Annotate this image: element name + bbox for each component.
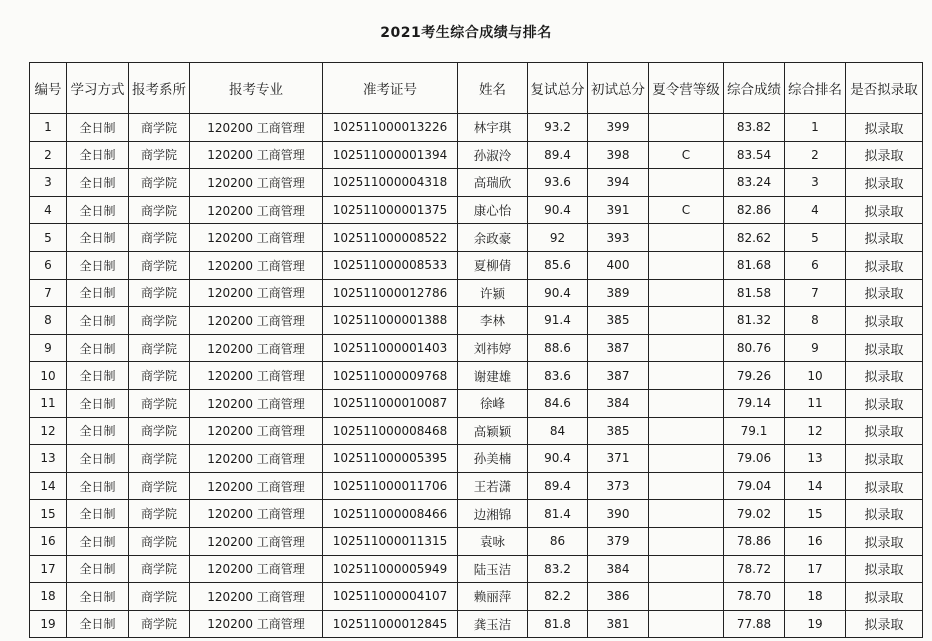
table-row <box>30 279 923 307</box>
number-cell: 10 <box>30 362 67 390</box>
name-cell: 许颍 <box>458 279 528 307</box>
rank-cell: 3 <box>785 169 846 197</box>
col-major-header: 报考专业 <box>190 63 323 114</box>
retest-score-cell: 90.4 <box>528 445 588 473</box>
table-row <box>30 500 923 528</box>
retest-score-cell: 83.6 <box>528 362 588 390</box>
admission-status-cell: 拟录取 <box>846 251 923 279</box>
col-rank-header: 综合排名 <box>785 63 846 114</box>
admission-status-cell: 拟录取 <box>846 334 923 362</box>
retest-score-cell: 90.4 <box>528 279 588 307</box>
table-row <box>30 169 923 197</box>
rank-cell: 19 <box>785 610 846 638</box>
camp-grade-cell: C <box>649 141 724 169</box>
col-admission-status-header: 是否拟录取 <box>846 63 923 114</box>
retest-score-cell: 81.4 <box>528 500 588 528</box>
exam-id-cell: 102511000013226 <box>323 114 458 142</box>
camp-grade-cell <box>649 251 724 279</box>
study-mode-cell: 全日制 <box>67 224 129 252</box>
department-cell: 商学院 <box>129 169 190 197</box>
admission-status-cell: 拟录取 <box>846 141 923 169</box>
camp-grade-cell <box>649 224 724 252</box>
exam-id-cell: 102511000012786 <box>323 279 458 307</box>
table-row <box>30 114 923 142</box>
camp-grade-cell <box>649 527 724 555</box>
exam-id-cell: 102511000008533 <box>323 251 458 279</box>
name-cell: 康心怡 <box>458 196 528 224</box>
rank-cell: 10 <box>785 362 846 390</box>
admission-status-cell: 拟录取 <box>846 169 923 197</box>
number-cell: 5 <box>30 224 67 252</box>
admission-status-cell: 拟录取 <box>846 279 923 307</box>
number-cell: 9 <box>30 334 67 362</box>
camp-grade-cell <box>649 362 724 390</box>
major-cell: 120200 工商管理 <box>190 527 323 555</box>
composite-score-cell: 82.62 <box>724 224 785 252</box>
table-header <box>30 63 923 114</box>
department-cell: 商学院 <box>129 307 190 335</box>
prelim-score-cell: 371 <box>588 445 649 473</box>
study-mode-cell: 全日制 <box>67 527 129 555</box>
col-name-header: 姓名 <box>458 63 528 114</box>
table-row <box>30 307 923 335</box>
number-cell: 12 <box>30 417 67 445</box>
table-row <box>30 472 923 500</box>
camp-grade-cell <box>649 555 724 583</box>
department-cell: 商学院 <box>129 196 190 224</box>
exam-id-cell: 102511000009768 <box>323 362 458 390</box>
camp-grade-cell <box>649 114 724 142</box>
study-mode-cell: 全日制 <box>67 251 129 279</box>
retest-score-cell: 83.2 <box>528 555 588 583</box>
name-cell: 余政豪 <box>458 224 528 252</box>
camp-grade-cell <box>649 334 724 362</box>
name-cell: 边湘锦 <box>458 500 528 528</box>
department-cell: 商学院 <box>129 445 190 473</box>
major-cell: 120200 工商管理 <box>190 224 323 252</box>
camp-grade-cell <box>649 389 724 417</box>
camp-grade-cell <box>649 279 724 307</box>
retest-score-cell: 89.4 <box>528 472 588 500</box>
number-cell: 19 <box>30 610 67 638</box>
composite-score-cell: 79.26 <box>724 362 785 390</box>
prelim-score-cell: 385 <box>588 307 649 335</box>
name-cell: 袁咏 <box>458 527 528 555</box>
study-mode-cell: 全日制 <box>67 583 129 611</box>
name-cell: 孙美楠 <box>458 445 528 473</box>
major-cell: 120200 工商管理 <box>190 114 323 142</box>
prelim-score-cell: 394 <box>588 169 649 197</box>
table-row <box>30 555 923 583</box>
admission-status-cell: 拟录取 <box>846 114 923 142</box>
department-cell: 商学院 <box>129 251 190 279</box>
study-mode-cell: 全日制 <box>67 362 129 390</box>
major-cell: 120200 工商管理 <box>190 472 323 500</box>
composite-score-cell: 82.86 <box>724 196 785 224</box>
composite-score-cell: 83.82 <box>724 114 785 142</box>
department-cell: 商学院 <box>129 472 190 500</box>
col-prelim-score-header: 初试总分 <box>588 63 649 114</box>
retest-score-cell: 92 <box>528 224 588 252</box>
prelim-score-cell: 398 <box>588 141 649 169</box>
department-cell: 商学院 <box>129 527 190 555</box>
camp-grade-cell: C <box>649 196 724 224</box>
retest-score-cell: 82.2 <box>528 583 588 611</box>
admission-status-cell: 拟录取 <box>846 583 923 611</box>
admission-status-cell: 拟录取 <box>846 500 923 528</box>
prelim-score-cell: 387 <box>588 334 649 362</box>
table-row <box>30 362 923 390</box>
department-cell: 商学院 <box>129 389 190 417</box>
major-cell: 120200 工商管理 <box>190 196 323 224</box>
exam-id-cell: 102511000001394 <box>323 141 458 169</box>
rank-cell: 13 <box>785 445 846 473</box>
table-row <box>30 417 923 445</box>
retest-score-cell: 91.4 <box>528 307 588 335</box>
name-cell: 高瑞欣 <box>458 169 528 197</box>
composite-score-cell: 77.88 <box>724 610 785 638</box>
col-composite-score-header: 综合成绩 <box>724 63 785 114</box>
col-camp-grade-header: 夏令营等级 <box>649 63 724 114</box>
rank-cell: 6 <box>785 251 846 279</box>
admission-status-cell: 拟录取 <box>846 555 923 583</box>
admission-status-cell: 拟录取 <box>846 362 923 390</box>
name-cell: 孙淑泠 <box>458 141 528 169</box>
major-cell: 120200 工商管理 <box>190 583 323 611</box>
major-cell: 120200 工商管理 <box>190 141 323 169</box>
ranking-table <box>29 62 923 638</box>
rank-cell: 11 <box>785 389 846 417</box>
department-cell: 商学院 <box>129 224 190 252</box>
prelim-score-cell: 389 <box>588 279 649 307</box>
exam-id-cell: 102511000010087 <box>323 389 458 417</box>
retest-score-cell: 93.6 <box>528 169 588 197</box>
name-cell: 赖丽萍 <box>458 583 528 611</box>
major-cell: 120200 工商管理 <box>190 445 323 473</box>
name-cell: 龚玉洁 <box>458 610 528 638</box>
retest-score-cell: 84 <box>528 417 588 445</box>
department-cell: 商学院 <box>129 362 190 390</box>
retest-score-cell: 93.2 <box>528 114 588 142</box>
study-mode-cell: 全日制 <box>67 610 129 638</box>
exam-id-cell: 102511000012845 <box>323 610 458 638</box>
rank-cell: 2 <box>785 141 846 169</box>
composite-score-cell: 79.06 <box>724 445 785 473</box>
admission-status-cell: 拟录取 <box>846 417 923 445</box>
study-mode-cell: 全日制 <box>67 389 129 417</box>
col-number-header: 编号 <box>30 63 67 114</box>
number-cell: 6 <box>30 251 67 279</box>
exam-id-cell: 102511000008522 <box>323 224 458 252</box>
study-mode-cell: 全日制 <box>67 334 129 362</box>
prelim-score-cell: 385 <box>588 417 649 445</box>
department-cell: 商学院 <box>129 583 190 611</box>
study-mode-cell: 全日制 <box>67 114 129 142</box>
admission-status-cell: 拟录取 <box>846 389 923 417</box>
study-mode-cell: 全日制 <box>67 307 129 335</box>
camp-grade-cell <box>649 307 724 335</box>
department-cell: 商学院 <box>129 417 190 445</box>
number-cell: 14 <box>30 472 67 500</box>
major-cell: 120200 工商管理 <box>190 389 323 417</box>
exam-id-cell: 102511000011315 <box>323 527 458 555</box>
camp-grade-cell <box>649 610 724 638</box>
admission-status-cell: 拟录取 <box>846 307 923 335</box>
exam-id-cell: 102511000011706 <box>323 472 458 500</box>
number-cell: 15 <box>30 500 67 528</box>
study-mode-cell: 全日制 <box>67 417 129 445</box>
department-cell: 商学院 <box>129 334 190 362</box>
composite-score-cell: 83.24 <box>724 169 785 197</box>
retest-score-cell: 86 <box>528 527 588 555</box>
name-cell: 陆玉洁 <box>458 555 528 583</box>
number-cell: 2 <box>30 141 67 169</box>
camp-grade-cell <box>649 417 724 445</box>
study-mode-cell: 全日制 <box>67 500 129 528</box>
retest-score-cell: 84.6 <box>528 389 588 417</box>
camp-grade-cell <box>649 583 724 611</box>
exam-id-cell: 102511000001403 <box>323 334 458 362</box>
study-mode-cell: 全日制 <box>67 141 129 169</box>
major-cell: 120200 工商管理 <box>190 417 323 445</box>
study-mode-cell: 全日制 <box>67 472 129 500</box>
department-cell: 商学院 <box>129 610 190 638</box>
table-row <box>30 583 923 611</box>
rank-cell: 8 <box>785 307 846 335</box>
major-cell: 120200 工商管理 <box>190 251 323 279</box>
department-cell: 商学院 <box>129 141 190 169</box>
composite-score-cell: 81.32 <box>724 307 785 335</box>
rank-cell: 17 <box>785 555 846 583</box>
camp-grade-cell <box>649 169 724 197</box>
name-cell: 刘祎婷 <box>458 334 528 362</box>
table-row <box>30 141 923 169</box>
prelim-score-cell: 381 <box>588 610 649 638</box>
name-cell: 高颖颖 <box>458 417 528 445</box>
table-row <box>30 527 923 555</box>
number-cell: 4 <box>30 196 67 224</box>
admission-status-cell: 拟录取 <box>846 527 923 555</box>
major-cell: 120200 工商管理 <box>190 169 323 197</box>
department-cell: 商学院 <box>129 279 190 307</box>
rank-cell: 5 <box>785 224 846 252</box>
composite-score-cell: 78.72 <box>724 555 785 583</box>
exam-id-cell: 102511000001388 <box>323 307 458 335</box>
composite-score-cell: 80.76 <box>724 334 785 362</box>
retest-score-cell: 88.6 <box>528 334 588 362</box>
exam-id-cell: 102511000004318 <box>323 169 458 197</box>
composite-score-cell: 78.86 <box>724 527 785 555</box>
number-cell: 13 <box>30 445 67 473</box>
prelim-score-cell: 373 <box>588 472 649 500</box>
rank-cell: 7 <box>785 279 846 307</box>
department-cell: 商学院 <box>129 114 190 142</box>
major-cell: 120200 工商管理 <box>190 555 323 583</box>
number-cell: 7 <box>30 279 67 307</box>
rank-cell: 9 <box>785 334 846 362</box>
retest-score-cell: 85.6 <box>528 251 588 279</box>
table-row <box>30 389 923 417</box>
composite-score-cell: 81.68 <box>724 251 785 279</box>
name-cell: 王若潇 <box>458 472 528 500</box>
exam-id-cell: 102511000001375 <box>323 196 458 224</box>
camp-grade-cell <box>649 500 724 528</box>
table-row <box>30 251 923 279</box>
rank-cell: 14 <box>785 472 846 500</box>
number-cell: 17 <box>30 555 67 583</box>
exam-id-cell: 102511000004107 <box>323 583 458 611</box>
prelim-score-cell: 387 <box>588 362 649 390</box>
exam-id-cell: 102511000008466 <box>323 500 458 528</box>
admission-status-cell: 拟录取 <box>846 610 923 638</box>
number-cell: 18 <box>30 583 67 611</box>
composite-score-cell: 81.58 <box>724 279 785 307</box>
retest-score-cell: 90.4 <box>528 196 588 224</box>
name-cell: 徐峰 <box>458 389 528 417</box>
prelim-score-cell: 399 <box>588 114 649 142</box>
prelim-score-cell: 390 <box>588 500 649 528</box>
number-cell: 11 <box>30 389 67 417</box>
table-row <box>30 334 923 362</box>
retest-score-cell: 81.8 <box>528 610 588 638</box>
camp-grade-cell <box>649 445 724 473</box>
camp-grade-cell <box>649 472 724 500</box>
exam-id-cell: 102511000005949 <box>323 555 458 583</box>
header-row <box>30 63 923 114</box>
prelim-score-cell: 393 <box>588 224 649 252</box>
col-department-header: 报考系所 <box>129 63 190 114</box>
major-cell: 120200 工商管理 <box>190 610 323 638</box>
number-cell: 1 <box>30 114 67 142</box>
prelim-score-cell: 384 <box>588 389 649 417</box>
department-cell: 商学院 <box>129 555 190 583</box>
major-cell: 120200 工商管理 <box>190 362 323 390</box>
major-cell: 120200 工商管理 <box>190 500 323 528</box>
col-study-mode-header: 学习方式 <box>67 63 129 114</box>
table-row <box>30 196 923 224</box>
col-retest-score-header: 复试总分 <box>528 63 588 114</box>
name-cell: 林宇琪 <box>458 114 528 142</box>
rank-cell: 18 <box>785 583 846 611</box>
rank-cell: 4 <box>785 196 846 224</box>
composite-score-cell: 78.70 <box>724 583 785 611</box>
major-cell: 120200 工商管理 <box>190 334 323 362</box>
major-cell: 120200 工商管理 <box>190 307 323 335</box>
prelim-score-cell: 391 <box>588 196 649 224</box>
col-exam-id-header: 准考证号 <box>323 63 458 114</box>
table-row <box>30 224 923 252</box>
admission-status-cell: 拟录取 <box>846 196 923 224</box>
admission-status-cell: 拟录取 <box>846 445 923 473</box>
number-cell: 16 <box>30 527 67 555</box>
major-cell: 120200 工商管理 <box>190 279 323 307</box>
prelim-score-cell: 386 <box>588 583 649 611</box>
table-row <box>30 445 923 473</box>
study-mode-cell: 全日制 <box>67 169 129 197</box>
admission-status-cell: 拟录取 <box>846 472 923 500</box>
study-mode-cell: 全日制 <box>67 555 129 583</box>
rank-cell: 12 <box>785 417 846 445</box>
composite-score-cell: 79.04 <box>724 472 785 500</box>
name-cell: 谢建雄 <box>458 362 528 390</box>
name-cell: 夏柳倩 <box>458 251 528 279</box>
prelim-score-cell: 379 <box>588 527 649 555</box>
composite-score-cell: 83.54 <box>724 141 785 169</box>
exam-id-cell: 102511000008468 <box>323 417 458 445</box>
prelim-score-cell: 384 <box>588 555 649 583</box>
composite-score-cell: 79.1 <box>724 417 785 445</box>
composite-score-cell: 79.14 <box>724 389 785 417</box>
study-mode-cell: 全日制 <box>67 445 129 473</box>
prelim-score-cell: 400 <box>588 251 649 279</box>
composite-score-cell: 79.02 <box>724 500 785 528</box>
department-cell: 商学院 <box>129 500 190 528</box>
rank-cell: 15 <box>785 500 846 528</box>
study-mode-cell: 全日制 <box>67 279 129 307</box>
retest-score-cell: 89.4 <box>528 141 588 169</box>
table-row <box>30 610 923 638</box>
rank-cell: 1 <box>785 114 846 142</box>
study-mode-cell: 全日制 <box>67 196 129 224</box>
number-cell: 8 <box>30 307 67 335</box>
name-cell: 李林 <box>458 307 528 335</box>
rank-cell: 16 <box>785 527 846 555</box>
document-title: 2021考生综合成绩与排名 <box>380 25 552 41</box>
number-cell: 3 <box>30 169 67 197</box>
admission-status-cell: 拟录取 <box>846 224 923 252</box>
exam-id-cell: 102511000005395 <box>323 445 458 473</box>
table-body <box>30 114 923 638</box>
